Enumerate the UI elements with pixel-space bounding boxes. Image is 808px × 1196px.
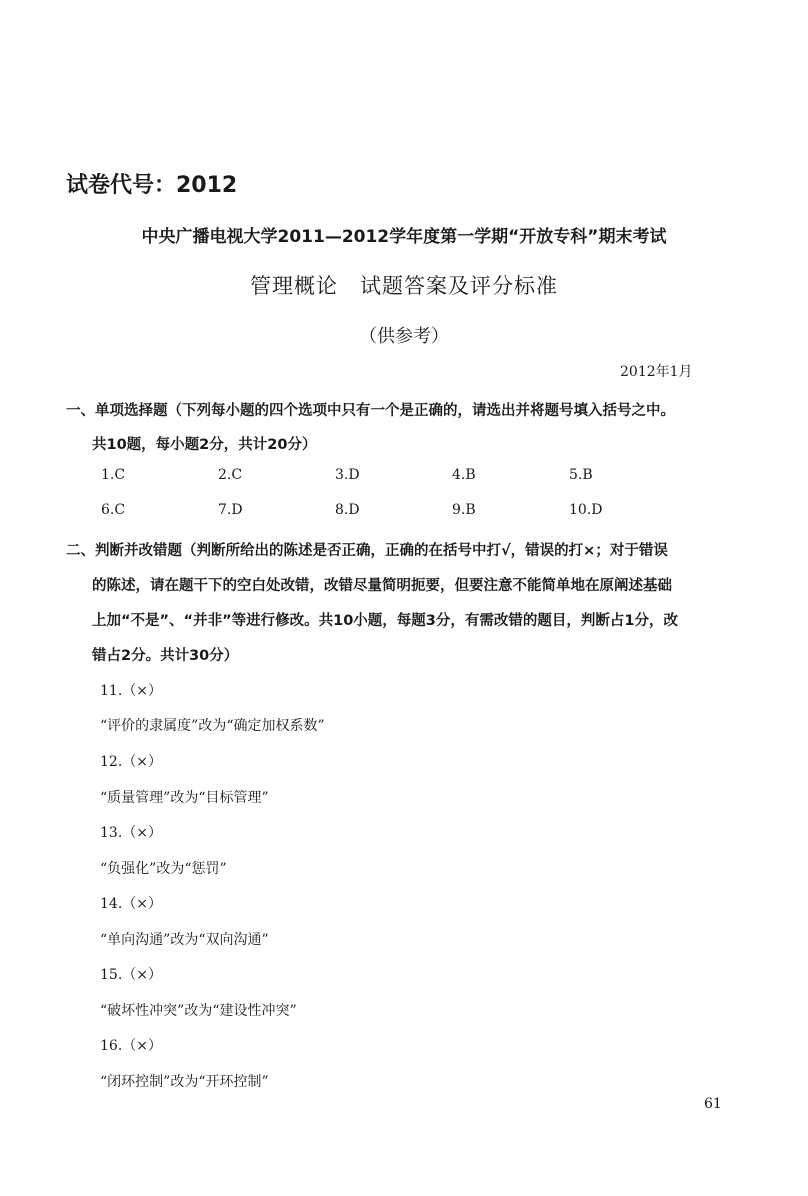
correction-text: “质量管理”改为“目标管理” <box>100 790 269 806</box>
question-number: 11.（×） <box>100 683 162 699</box>
page-number: 61 <box>704 1096 722 1112</box>
paper-code: 试卷代号：2012 <box>66 173 238 198</box>
correction-text: “负强化”改为“惩罚” <box>100 861 227 877</box>
document-title: 管理概论 试题答案及评分标准 <box>250 274 558 298</box>
section1-heading-line2: 共10题，每小题2分，共计20分） <box>92 437 317 453</box>
section2-heading-line4: 错占2分。共计30分） <box>92 648 239 664</box>
answer-item: 4.B <box>452 467 476 483</box>
correction-text: “评价的隶属度”改为“确定加权系数” <box>100 718 325 734</box>
question-number: 12.（×） <box>100 754 162 770</box>
answer-item: 7.D <box>218 502 243 518</box>
correction-text: “单向沟通”改为“双向沟通” <box>100 932 269 948</box>
question-number: 15.（×） <box>100 967 162 983</box>
exam-date: 2012年1月 <box>620 364 693 380</box>
answer-item: 9.B <box>452 502 476 518</box>
question-number: 14.（×） <box>100 896 162 912</box>
answer-item: 2.C <box>218 467 243 483</box>
exam-title: 中央广播电视大学2011—2012学年度第一学期“开放专科”期末考试 <box>141 227 667 247</box>
section1-heading-line1: 一、单项选择题（下列每小题的四个选项中只有一个是正确的，请选出并将题号填入括号之中。 <box>66 403 675 419</box>
section2-heading-line1: 二、判断并改错题（判断所给出的陈述是否正确，正确的在括号中打√，错误的打×；对于错误 <box>66 543 668 559</box>
correction-text: “闭环控制”改为“开环控制” <box>100 1074 269 1090</box>
answer-item: 6.C <box>101 502 126 518</box>
question-number: 16.（×） <box>100 1038 162 1054</box>
answer-item: 1.C <box>101 467 126 483</box>
reference-note: （供参考） <box>359 326 449 347</box>
answer-item: 3.D <box>335 467 360 483</box>
answer-item: 10.D <box>569 502 603 518</box>
section2-heading-line2: 的陈述，请在题干下的空白处改错，改错尽量简明扼要，但要注意不能简单地在原阐述基础 <box>92 578 672 594</box>
question-number: 13.（×） <box>100 825 162 841</box>
section2-heading-line3: 上加“不是”、“并非”等进行修改。共10小题，每题3分，有需改错的题目，判断占1分，改 <box>92 613 678 629</box>
correction-text: “破坏性冲突”改为“建设性冲突” <box>100 1003 297 1019</box>
answer-item: 8.D <box>335 502 360 518</box>
answer-item: 5.B <box>569 467 593 483</box>
